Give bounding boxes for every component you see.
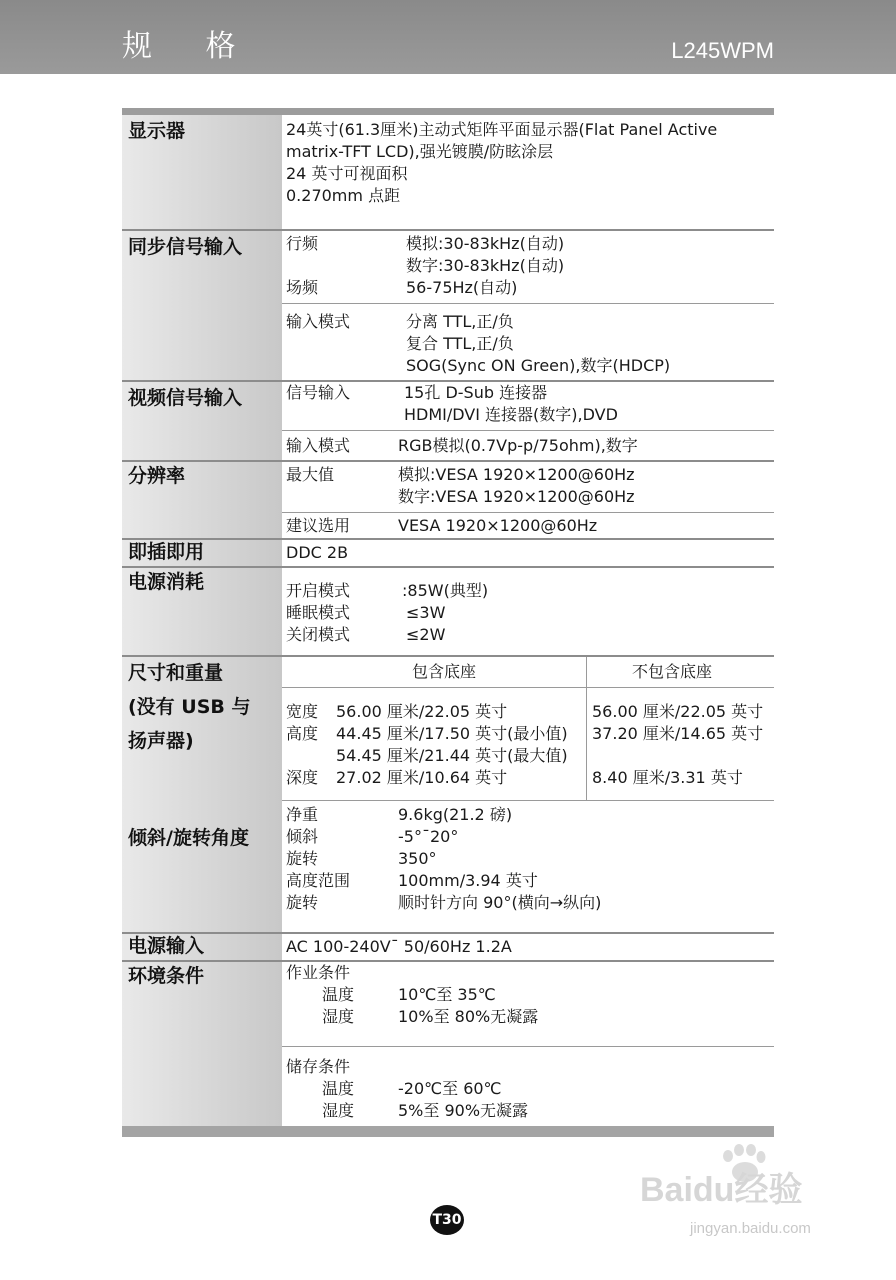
display-line: 24 英寸可视面积 (286, 164, 408, 183)
label-cell (122, 231, 282, 381)
h-freq-value: 模拟:30-83kHz(自动) (406, 234, 565, 253)
dim-label: 宽度 (286, 702, 319, 721)
tilt-value: -5°¯20° (398, 827, 459, 846)
row-label: 同步信号输入 (128, 236, 243, 258)
row-pnp (122, 540, 774, 566)
swivel-value: 350° (398, 849, 437, 868)
bottom-rule (122, 1126, 774, 1137)
row-label: (没有 USB 与 (128, 696, 251, 718)
row-label: 倾斜/旋转角度 (128, 827, 249, 849)
row-label: 扬声器) (128, 730, 194, 752)
power-mode-value: ≤3W (406, 603, 446, 622)
tilt-label: 倾斜 (286, 827, 319, 846)
weight-label: 净重 (286, 805, 319, 824)
env-label: 温度 (322, 1079, 355, 1098)
value-cell (282, 962, 774, 1126)
operating-title: 作业条件 (286, 963, 351, 982)
env-value: 10%至 80%无凝露 (398, 1007, 539, 1026)
column-divider (586, 657, 587, 800)
input-mode-value: 分离 TTL,正/负 (406, 312, 514, 331)
page-title: 规 格 (122, 29, 258, 64)
power-mode-label: 开启模式 (286, 581, 351, 600)
height-range-value: 100mm/3.94 英寸 (398, 871, 538, 890)
height-range-label: 高度范围 (286, 871, 351, 890)
value-cell (282, 462, 774, 538)
env-value: 5%至 90%无凝露 (398, 1101, 529, 1120)
rec-res-value: VESA 1920×1200@60Hz (398, 516, 598, 535)
power-input-value: AC 100-240V¯ 50/60Hz 1.2A (286, 937, 512, 956)
input-mode-value: SOG(Sync ON Green),数字(HDCP) (406, 356, 671, 375)
row-power (122, 568, 774, 655)
display-line: 24英寸(61.3厘米)主动式矩阵平面显示器(Flat Panel Active (286, 120, 718, 139)
row-dimensions (122, 657, 774, 826)
power-mode-value: ≤2W (406, 625, 446, 644)
row-label: 电源消耗 (128, 571, 205, 593)
label-cell (122, 462, 282, 538)
input-mode-label: 输入模式 (286, 312, 351, 331)
display-line: 0.270mm 点距 (286, 186, 401, 205)
value-cell (282, 934, 774, 960)
max-res-value: 模拟:VESA 1920×1200@60Hz (398, 465, 635, 484)
row-label: 尺寸和重量 (128, 662, 224, 684)
row-display (122, 115, 774, 230)
dim-with-value: 56.00 厘米/22.05 英寸 (336, 702, 508, 721)
rec-res-label: 建议选用 (286, 516, 351, 535)
dimensions-header (282, 657, 774, 688)
env-value: 10℃至 35℃ (398, 985, 496, 1004)
watermark-logo: Baidu经验 (640, 1171, 803, 1209)
row-sync (122, 231, 774, 381)
power-mode-value: :85W(典型) (402, 581, 489, 600)
label-cell (122, 934, 282, 960)
env-label: 湿度 (322, 1101, 355, 1120)
env-label: 湿度 (322, 1007, 355, 1026)
sub-divider (282, 303, 774, 304)
row-label: 视频信号输入 (128, 387, 243, 409)
dim-without-value: 8.40 厘米/3.31 英寸 (592, 768, 743, 787)
value-cell (282, 231, 774, 381)
row-environment (122, 962, 774, 1126)
max-res-value: 数字:VESA 1920×1200@60Hz (398, 487, 635, 506)
dim-with-value: 44.45 厘米/17.50 英寸(最小值) (336, 724, 568, 743)
header-bar (0, 0, 896, 74)
display-line: matrix-TFT LCD),强光镀膜/防眩涂层 (286, 142, 554, 161)
top-rule (122, 108, 774, 115)
weight-value: 9.6kg(21.2 磅) (398, 805, 513, 824)
row-label: 环境条件 (128, 965, 205, 987)
value-cell (282, 826, 774, 932)
max-res-label: 最大值 (286, 465, 335, 484)
label-cell (122, 826, 282, 932)
model-number: L245WPM (671, 38, 774, 63)
signal-input-value: HDMI/DVI 连接器(数字),DVD (404, 405, 618, 424)
env-label: 温度 (322, 985, 355, 1004)
row-video (122, 382, 774, 460)
row-power-input (122, 934, 774, 960)
label-cell (122, 657, 282, 826)
sub-divider (282, 1046, 774, 1047)
page-number: T30 (430, 1205, 464, 1235)
row-label: 分辨率 (128, 465, 186, 487)
video-mode-label: 输入模式 (286, 436, 351, 455)
label-cell (122, 568, 282, 655)
signal-input-value: 15孔 D-Sub 连接器 (404, 383, 548, 402)
dim-with-value: 54.45 厘米/21.44 英寸(最大值) (336, 746, 568, 765)
with-stand-header: 包含底座 (412, 662, 477, 681)
pnp-value: DDC 2B (286, 543, 349, 562)
power-mode-label: 睡眠模式 (286, 603, 351, 622)
h-freq-label: 行频 (286, 234, 319, 253)
label-cell (122, 540, 282, 566)
pivot-label: 旋转 (286, 893, 319, 912)
dim-label: 深度 (286, 768, 319, 787)
value-cell (282, 657, 774, 826)
storage-title: 储存条件 (286, 1057, 351, 1076)
value-cell (282, 568, 774, 655)
sub-divider (282, 512, 774, 513)
dim-without-value: 37.20 厘米/14.65 英寸 (592, 724, 764, 743)
input-mode-value: 复合 TTL,正/负 (406, 334, 514, 353)
sub-divider (282, 800, 774, 801)
watermark-url: jingyan.baidu.com (690, 1220, 811, 1237)
value-cell (282, 540, 774, 566)
value-cell (282, 382, 774, 460)
label-cell (122, 962, 282, 1126)
row-label: 显示器 (128, 120, 186, 142)
pivot-value: 顺时针方向 90°(横向→纵向) (398, 893, 602, 912)
v-freq-value: 56-75Hz(自动) (406, 278, 518, 297)
label-cell (122, 382, 282, 460)
row-label: 电源输入 (128, 935, 205, 957)
label-cell (122, 115, 282, 230)
row-label: 即插即用 (128, 541, 205, 563)
row-resolution (122, 462, 774, 538)
env-value: -20℃至 60℃ (398, 1079, 502, 1098)
dim-without-value: 56.00 厘米/22.05 英寸 (592, 702, 764, 721)
value-cell (282, 115, 774, 230)
dim-with-value: 27.02 厘米/10.64 英寸 (336, 768, 508, 787)
sub-divider (282, 430, 774, 431)
v-freq-label: 场频 (286, 278, 319, 297)
dim-label: 高度 (286, 724, 319, 743)
swivel-label: 旋转 (286, 849, 319, 868)
without-stand-header: 不包含底座 (632, 662, 713, 681)
signal-input-label: 信号输入 (286, 383, 351, 402)
row-tilt (122, 826, 774, 932)
h-freq-value: 数字:30-83kHz(自动) (406, 256, 565, 275)
power-mode-label: 关闭模式 (286, 625, 351, 644)
video-mode-value: RGB模拟(0.7Vp-p/75ohm),数字 (398, 436, 638, 455)
